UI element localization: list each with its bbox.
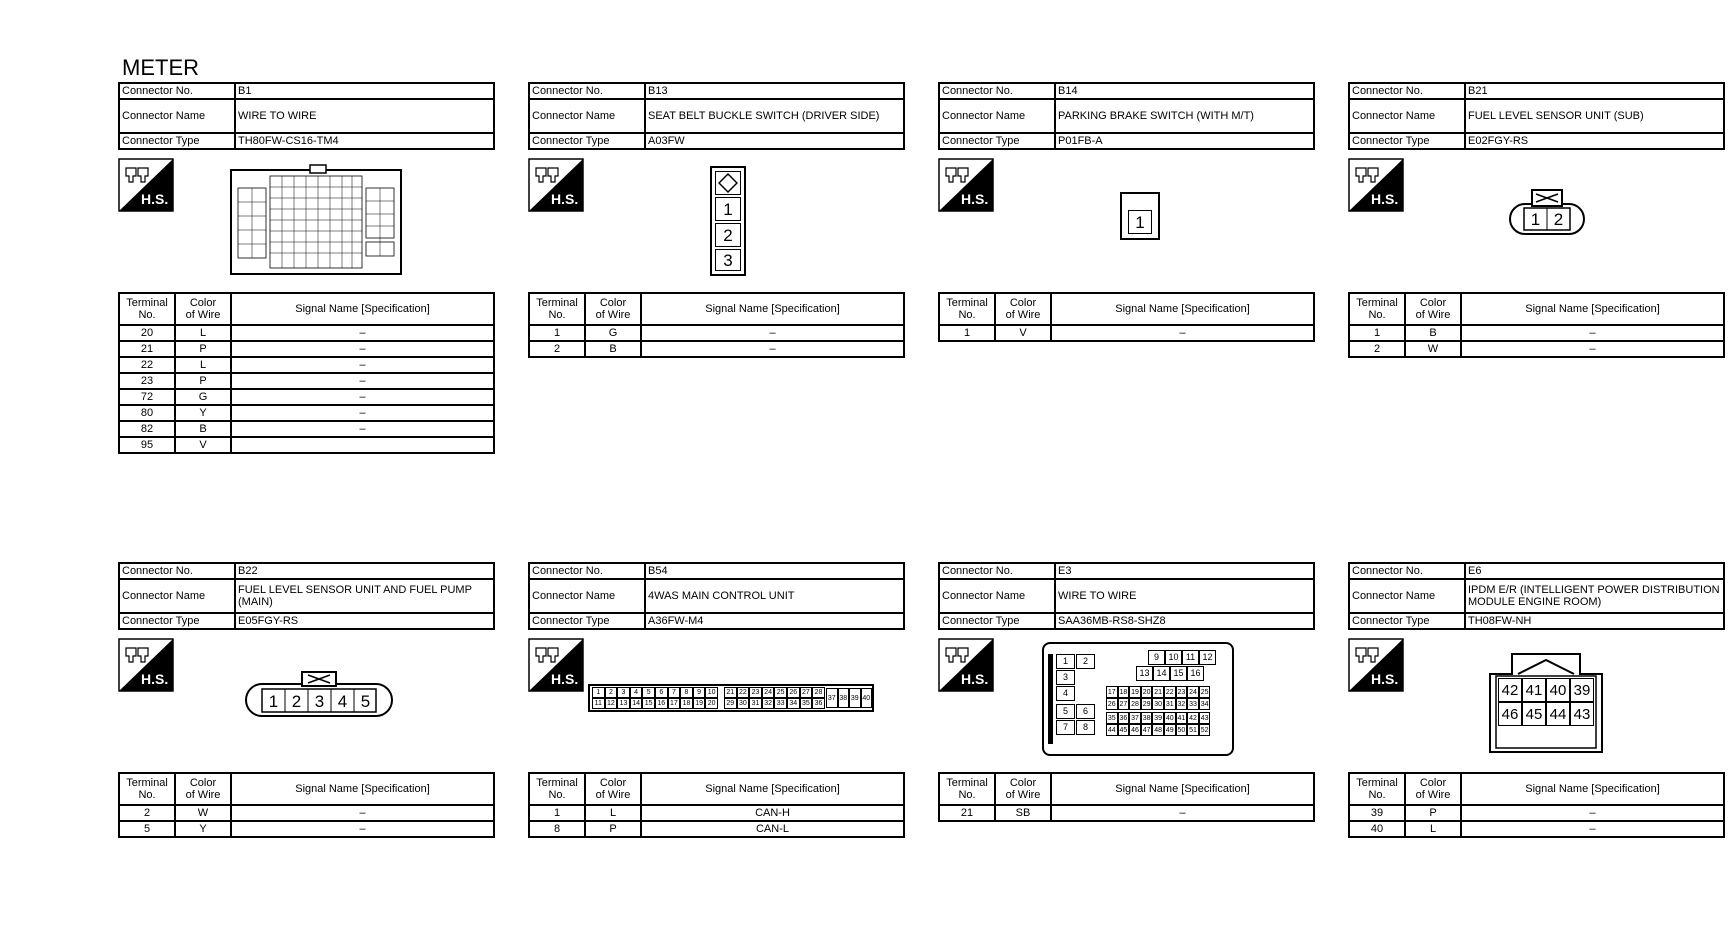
table-row: 39 P – [1349, 805, 1724, 821]
pin-cell: 12 [605, 698, 618, 709]
connector-name-value: FUEL LEVEL SENSOR UNIT AND FUEL PUMP (MAIN) [235, 579, 494, 613]
connector-no-label: Connector No. [529, 563, 645, 579]
connector-block-b22 [118, 562, 495, 838]
table-row: 2 W – [1349, 341, 1724, 357]
pin-cell: 13 [617, 698, 630, 709]
table-row: 22 L – [119, 357, 494, 373]
pin-cell: 7 [668, 687, 681, 698]
connector-name-label: Connector Name [119, 99, 235, 133]
connector-no-value: B54 [645, 563, 904, 579]
table-row: 1 G – [529, 325, 904, 341]
pin-label: 3 [314, 691, 325, 711]
table-row: 21 P – [119, 341, 494, 357]
pin-cell: 38 [838, 688, 850, 708]
table-row: 1 V – [939, 325, 1314, 341]
connector-diagram-area [938, 630, 1315, 772]
connector-name-value: WIRE TO WIRE [235, 99, 494, 133]
svg-text:H.S.: H.S. [551, 191, 579, 207]
pin-table [938, 292, 1315, 342]
pin-cell: 31 [749, 698, 762, 709]
hs-icon [118, 158, 174, 212]
pin-cell: 42 [1498, 678, 1522, 702]
connector-diagram-area [528, 150, 905, 292]
connector-name-label: Connector Name [529, 99, 645, 133]
connector-type-value: E02FGY-RS [1465, 133, 1724, 149]
pin-cell: 49 [1164, 724, 1176, 736]
connector-info-table [1348, 82, 1725, 150]
connector-type-value: A03FW [645, 133, 904, 149]
pin-cell: 36 [812, 698, 825, 709]
pin-cell: 21 [724, 687, 737, 698]
pin-cell: 7 [1056, 720, 1075, 735]
hs-icon [938, 638, 994, 692]
pin-table [528, 772, 905, 838]
connector-type-value: TH08FW-NH [1465, 613, 1724, 629]
pin-cell: 34 [1199, 698, 1211, 710]
pin-cell: 43 [1570, 702, 1594, 726]
terminal-header: Terminal No. [939, 773, 995, 805]
pin-cell: 10 [1165, 650, 1182, 665]
pin-cell: 38 [1141, 712, 1153, 724]
connector-name-label: Connector Name [1349, 579, 1465, 613]
pin-label: 1 [268, 691, 279, 711]
pin-cell: 21 [1152, 686, 1164, 698]
pin-cell: 14 [1153, 666, 1170, 681]
color-header: Color of Wire [1405, 293, 1461, 325]
connector-no-value: E6 [1465, 563, 1724, 579]
connector-no-value: B1 [235, 83, 494, 99]
pin-cell: 5 [642, 687, 655, 698]
connector-no-value: E3 [1055, 563, 1314, 579]
signal-header: Signal Name [Specification] [231, 773, 494, 805]
pin-cell: 45 [1522, 702, 1546, 726]
hs-icon [528, 158, 584, 212]
table-row: 8 P CAN-L [529, 821, 904, 837]
pin-cell: 29 [1141, 698, 1153, 710]
signal-header: Signal Name [Specification] [231, 293, 494, 325]
connector-e3-diagram [1042, 642, 1234, 756]
pin-cell: 3 [1056, 670, 1075, 685]
terminal-header: Terminal No. [119, 293, 175, 325]
pin-cell: 25 [774, 687, 787, 698]
pin-cell: 18 [680, 698, 693, 709]
terminal-header: Terminal No. [1349, 773, 1405, 805]
table-row: 2 B – [529, 341, 904, 357]
svg-text:H.S.: H.S. [141, 671, 169, 687]
pin-cell: 24 [762, 687, 775, 698]
pin-table [118, 292, 495, 454]
pin-cell: 1 [715, 197, 741, 221]
connector-name-value: PARKING BRAKE SWITCH (WITH M/T) [1055, 99, 1314, 133]
hs-icon [118, 638, 174, 692]
pin-cell: 8 [680, 687, 693, 698]
pin-cell: 23 [749, 687, 762, 698]
pin-cell: 11 [592, 698, 605, 709]
connector-no-value: B14 [1055, 83, 1314, 99]
pin-cell: 3 [715, 249, 741, 271]
pin-cell: 10 [705, 687, 718, 698]
pin-cell: 40 [1546, 678, 1570, 702]
signal-header: Signal Name [Specification] [641, 293, 904, 325]
connector-b1-diagram [230, 164, 402, 276]
pin-cell: 34 [787, 698, 800, 709]
pin-cell: 30 [1152, 698, 1164, 710]
pin-cell: 46 [1498, 702, 1522, 726]
terminal-header: Terminal No. [119, 773, 175, 805]
connector-info-table [118, 82, 495, 150]
terminal-header: Terminal No. [939, 293, 995, 325]
connector-block-e3 [938, 562, 1315, 822]
pin-cell: 23 [1176, 686, 1188, 698]
connector-info-table [118, 562, 495, 630]
section-title: METER [122, 55, 199, 80]
pin-cell: 37 [826, 688, 838, 708]
color-header: Color of Wire [585, 773, 641, 805]
table-row: 1 L CAN-H [529, 805, 904, 821]
connector-type-value: P01FB-A [1055, 133, 1314, 149]
connector-b54-diagram [588, 684, 874, 712]
pin-cell: 30 [737, 698, 750, 709]
pin-cell: 41 [1176, 712, 1188, 724]
connector-type-label: Connector Type [939, 133, 1055, 149]
pin-cell: 20 [1141, 686, 1153, 698]
connector-b14-diagram [1120, 192, 1160, 240]
connector-b13-diagram [710, 166, 746, 276]
connector-diagram-area [1348, 630, 1725, 772]
svg-text:H.S.: H.S. [1371, 671, 1399, 687]
pin-cell: 32 [762, 698, 775, 709]
terminal-header: Terminal No. [529, 773, 585, 805]
connector-name-value: FUEL LEVEL SENSOR UNIT (SUB) [1465, 99, 1724, 133]
table-row: 20 L – [119, 325, 494, 341]
connector-block-b21 [1348, 82, 1725, 358]
signal-header: Signal Name [Specification] [641, 773, 904, 805]
signal-header: Signal Name [Specification] [1461, 293, 1724, 325]
pin-table [528, 292, 905, 358]
pin-label: 4 [337, 691, 348, 711]
connector-name-label: Connector Name [119, 579, 235, 613]
pin-cell: 22 [1164, 686, 1176, 698]
color-header: Color of Wire [175, 773, 231, 805]
pin-cell: 33 [1187, 698, 1199, 710]
connector-no-label: Connector No. [119, 83, 235, 99]
connector-name-value: IPDM E/R (INTELLIGENT POWER DISTRIBUTION MODULE ENGINE ROOM) [1465, 579, 1724, 613]
pin-cell: 43 [1199, 712, 1211, 724]
pin-cell: 35 [1106, 712, 1118, 724]
pin-label: 2 [291, 691, 302, 711]
pin-cell: 46 [1129, 724, 1141, 736]
pin-cell: 40 [861, 688, 873, 708]
pin-cell: 24 [1187, 686, 1199, 698]
pin-cell: 2 [1076, 654, 1095, 669]
table-row: 1 B – [1349, 325, 1724, 341]
terminal-header: Terminal No. [1349, 293, 1405, 325]
connector-no-label: Connector No. [119, 563, 235, 579]
pin-cell: 44 [1106, 724, 1118, 736]
color-header: Color of Wire [995, 293, 1051, 325]
pin-label: 2 [1553, 209, 1564, 229]
color-header: Color of Wire [175, 293, 231, 325]
pin-cell: 39 [849, 688, 861, 708]
svg-text:H.S.: H.S. [551, 671, 579, 687]
pin-cell: 2 [715, 223, 741, 247]
connector-no-value: B21 [1465, 83, 1724, 99]
connector-diagram-area [528, 630, 905, 772]
connector-diagram-area [118, 630, 495, 772]
pin-cell: 41 [1522, 678, 1546, 702]
pin-table [938, 772, 1315, 822]
pin-cell: 45 [1118, 724, 1130, 736]
pin-cell: 1 [1128, 210, 1152, 234]
connector-lock-bar [1048, 654, 1053, 744]
connector-type-label: Connector Type [529, 133, 645, 149]
pin-cell: 8 [1076, 720, 1095, 735]
connector-no-label: Connector No. [1349, 83, 1465, 99]
pin-label: 1 [1530, 209, 1541, 229]
connector-type-value: SAA36MB-RS8-SHZ8 [1055, 613, 1314, 629]
connector-key [1126, 198, 1154, 208]
table-row: 5 Y – [119, 821, 494, 837]
svg-text:H.S.: H.S. [141, 191, 169, 207]
connector-type-label: Connector Type [529, 613, 645, 629]
pin-cell: 15 [1170, 666, 1187, 681]
connector-name-label: Connector Name [939, 579, 1055, 613]
svg-text:H.S.: H.S. [1371, 191, 1399, 207]
pin-cell: 2 [605, 687, 618, 698]
pin-cell: 25 [1199, 686, 1211, 698]
pin-cell: 4 [1056, 686, 1075, 701]
connector-info-table [938, 562, 1315, 630]
pin-table [118, 772, 495, 838]
pin-cell: 28 [1129, 698, 1141, 710]
pin-cell: 40 [1164, 712, 1176, 724]
pin-cell: 51 [1187, 724, 1199, 736]
pin-cell: 22 [737, 687, 750, 698]
pin-cell: 4 [630, 687, 643, 698]
pin-cell: 42 [1187, 712, 1199, 724]
pin-cell: 26 [1106, 698, 1118, 710]
connector-name-label: Connector Name [1349, 99, 1465, 133]
pin-cell: 18 [1118, 686, 1130, 698]
connector-info-table [1348, 562, 1725, 630]
pin-cell: 17 [1106, 686, 1118, 698]
pin-cell: 1 [592, 687, 605, 698]
connector-info-table [528, 562, 905, 630]
pin-cell: 27 [800, 687, 813, 698]
pin-cell: 6 [1076, 704, 1095, 719]
connector-diagram-area [1348, 150, 1725, 292]
pin-cell: 37 [1129, 712, 1141, 724]
pin-cell: 19 [693, 698, 706, 709]
pin-cell: 1 [1056, 654, 1075, 669]
connector-diagram-area [118, 150, 495, 292]
pin-cell: 16 [655, 698, 668, 709]
pin-cell: 20 [705, 698, 718, 709]
table-row: 21 SB – [939, 805, 1314, 821]
table-row: 80 Y – [119, 405, 494, 421]
pin-cell: 27 [1118, 698, 1130, 710]
connector-name-label: Connector Name [529, 579, 645, 613]
pin-cell: 31 [1164, 698, 1176, 710]
pin-cell: 26 [787, 687, 800, 698]
connector-type-label: Connector Type [939, 613, 1055, 629]
connector-block-b54 [528, 562, 905, 838]
connector-diagram-area [938, 150, 1315, 292]
table-row: 40 L – [1349, 821, 1724, 837]
connector-key [715, 171, 741, 195]
pin-cell: 5 [1056, 704, 1075, 719]
pin-cell: 13 [1136, 666, 1153, 681]
table-row: 72 G – [119, 389, 494, 405]
signal-header: Signal Name [Specification] [1051, 293, 1314, 325]
svg-text:H.S.: H.S. [961, 671, 989, 687]
pin-cell: 47 [1141, 724, 1153, 736]
connector-no-value: B13 [645, 83, 904, 99]
connector-no-label: Connector No. [529, 83, 645, 99]
pin-cell: 33 [774, 698, 787, 709]
connector-no-value: B22 [235, 563, 494, 579]
pin-cell: 29 [724, 698, 737, 709]
pin-table [1348, 772, 1725, 838]
hs-icon [1348, 158, 1404, 212]
hs-icon [528, 638, 584, 692]
pin-cell: 9 [1148, 650, 1165, 665]
hs-icon [1348, 638, 1404, 692]
pin-cell: 44 [1546, 702, 1570, 726]
connector-type-value: A36FW-M4 [645, 613, 904, 629]
table-row: 2 W – [119, 805, 494, 821]
connector-name-value: SEAT BELT BUCKLE SWITCH (DRIVER SIDE) [645, 99, 904, 133]
connector-type-label: Connector Type [119, 613, 235, 629]
connector-block-b13 [528, 82, 905, 358]
pin-cell: 50 [1176, 724, 1188, 736]
terminal-header: Terminal No. [529, 293, 585, 325]
pin-cell: 48 [1152, 724, 1164, 736]
pin-cell: 3 [617, 687, 630, 698]
connector-info-table [938, 82, 1315, 150]
connector-name-label: Connector Name [939, 99, 1055, 133]
connector-type-value: TH80FW-CS16-TM4 [235, 133, 494, 149]
table-row: 95 V [119, 437, 494, 453]
pin-table [1348, 292, 1725, 358]
diamond-icon [718, 173, 738, 193]
connector-type-label: Connector Type [1349, 613, 1465, 629]
pin-cell: 28 [812, 687, 825, 698]
color-header: Color of Wire [585, 293, 641, 325]
pin-cell: 9 [693, 687, 706, 698]
color-header: Color of Wire [1405, 773, 1461, 805]
signal-header: Signal Name [Specification] [1461, 773, 1724, 805]
connector-block-b14 [938, 82, 1315, 342]
connector-block-b1 [118, 82, 495, 454]
pin-cell: 35 [800, 698, 813, 709]
pin-cell: 17 [668, 698, 681, 709]
pin-cell: 39 [1570, 678, 1594, 702]
pin-cell: 15 [642, 698, 655, 709]
pin-cell: 16 [1187, 666, 1204, 681]
pin-cell: 6 [655, 687, 668, 698]
connector-type-label: Connector Type [119, 133, 235, 149]
pin-cell: 39 [1152, 712, 1164, 724]
table-row: 82 B – [119, 421, 494, 437]
connector-name-value: WIRE TO WIRE [1055, 579, 1314, 613]
connector-no-label: Connector No. [1349, 563, 1465, 579]
connector-type-value: E05FGY-RS [235, 613, 494, 629]
pin-cell: 19 [1129, 686, 1141, 698]
pin-cell: 14 [630, 698, 643, 709]
pin-cell: 32 [1176, 698, 1188, 710]
connector-name-value: 4WAS MAIN CONTROL UNIT [645, 579, 904, 613]
connector-info-table [528, 82, 905, 150]
pin-cell: 11 [1182, 650, 1199, 665]
pin-label: 5 [360, 691, 371, 711]
connector-no-label: Connector No. [939, 83, 1055, 99]
color-header: Color of Wire [995, 773, 1051, 805]
table-row: 23 P – [119, 373, 494, 389]
connector-type-label: Connector Type [1349, 133, 1465, 149]
connector-block-e6 [1348, 562, 1725, 838]
svg-text:H.S.: H.S. [961, 191, 989, 207]
pin-cell: 36 [1118, 712, 1130, 724]
hs-icon [938, 158, 994, 212]
connector-no-label: Connector No. [939, 563, 1055, 579]
signal-header: Signal Name [Specification] [1051, 773, 1314, 805]
pin-cell: 52 [1199, 724, 1211, 736]
pin-cell: 12 [1199, 650, 1216, 665]
